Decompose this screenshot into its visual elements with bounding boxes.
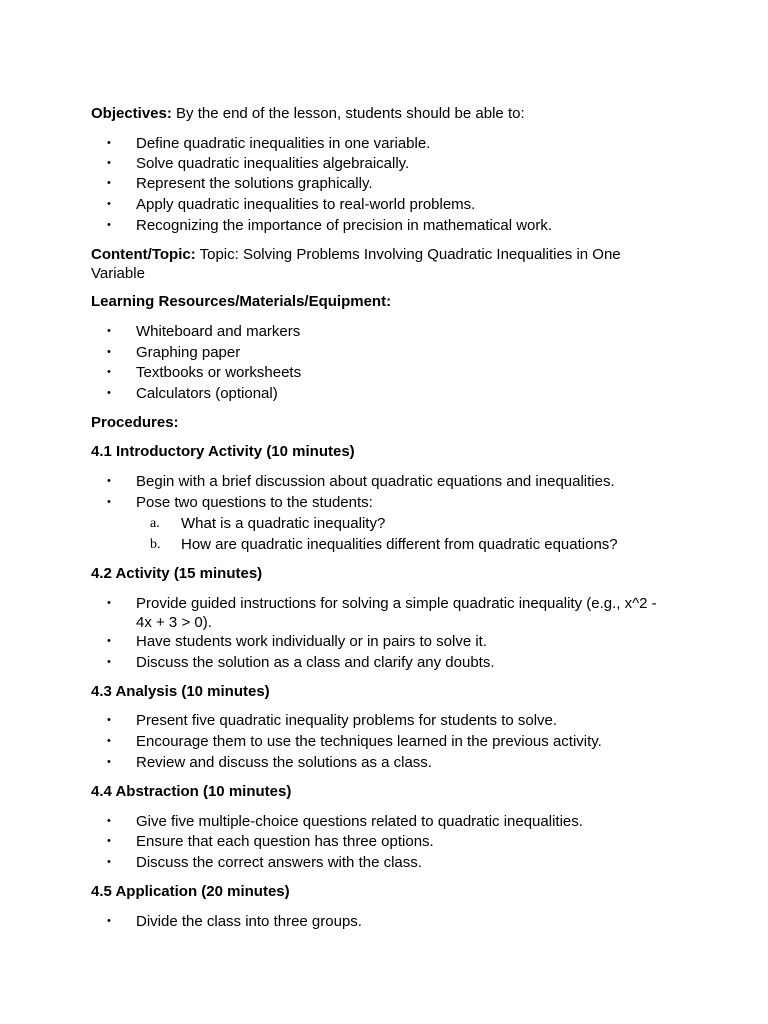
bullet-icon: • xyxy=(107,856,111,868)
section-heading: 4.5 Application (20 minutes) xyxy=(91,883,290,900)
bullet-icon: • xyxy=(107,387,111,399)
list-item-text: Whiteboard and markers xyxy=(136,323,301,340)
list-item-text: Discuss the solution as a class and clarify any doubts. xyxy=(136,654,495,671)
sub-list-item-text: How are quadratic inequalities different from quadratic equations? xyxy=(181,536,618,553)
bullet-icon: • xyxy=(107,325,111,337)
resources-heading: Learning Resources/Materials/Equipment: xyxy=(91,293,392,310)
list-item-text: Define quadratic inequalities in one variable. xyxy=(136,135,431,152)
list-item-text: Discuss the correct answers with the class. xyxy=(136,854,422,871)
objectives-paragraph xyxy=(91,104,671,123)
list-item-text: Calculators (optional) xyxy=(136,385,278,402)
bullet-icon: • xyxy=(107,475,111,487)
objectives-label: Objectives: xyxy=(91,105,172,122)
section-heading: 4.2 Activity (15 minutes) xyxy=(91,565,263,582)
bullet-icon: • xyxy=(107,346,111,358)
bullet-icon: • xyxy=(107,177,111,189)
content-topic-paragraph xyxy=(91,245,671,283)
bullet-icon: • xyxy=(107,137,111,149)
bullet-icon: • xyxy=(107,366,111,378)
bullet-icon: • xyxy=(107,756,111,768)
list-item-text: Give five multiple-choice questions related to quadratic inequalities. xyxy=(136,813,583,830)
bullet-icon: • xyxy=(107,915,111,927)
list-item-text: Represent the solutions graphically. xyxy=(136,175,373,192)
list-item-text: Provide guided instructions for solving a simple quadratic inequality (e.g., x^2 - 4x + 3 > 0). xyxy=(136,595,657,631)
list-item-text: Divide the class into three groups. xyxy=(136,913,362,930)
section-heading: 4.3 Analysis (10 minutes) xyxy=(91,683,270,700)
procedures-heading: Procedures: xyxy=(91,414,179,431)
sub-list-marker: b. xyxy=(150,537,161,552)
bullet-icon: • xyxy=(107,496,111,508)
sub-list-marker: a. xyxy=(150,516,160,531)
bullet-icon: • xyxy=(107,635,111,647)
list-item-text: Encourage them to use the techniques learned in the previous activity. xyxy=(136,733,602,750)
list-item-text: Recognizing the importance of precision in mathematical work. xyxy=(136,217,553,234)
list-item-text: Ensure that each question has three options. xyxy=(136,833,434,850)
list-item-text: Have students work individually or in pairs to solve it. xyxy=(136,633,487,650)
list-item-text: Textbooks or worksheets xyxy=(136,364,302,381)
bullet-icon: • xyxy=(107,597,111,609)
bullet-icon: • xyxy=(107,198,111,210)
section-heading: 4.4 Abstraction (10 minutes) xyxy=(91,783,292,800)
bullet-icon: • xyxy=(107,835,111,847)
list-item-text: Present five quadratic inequality problems for students to solve. xyxy=(136,712,558,729)
content-topic-label: Content/Topic: xyxy=(91,246,196,263)
bullet-icon: • xyxy=(107,157,111,169)
bullet-icon: • xyxy=(107,735,111,747)
list-item-text: Apply quadratic inequalities to real-world problems. xyxy=(136,196,476,213)
bullet-icon: • xyxy=(107,656,111,668)
bullet-icon: • xyxy=(107,815,111,827)
section-heading: 4.1 Introductory Activity (10 minutes) xyxy=(91,443,355,460)
sub-list-item-text: What is a quadratic inequality? xyxy=(181,515,386,532)
list-item-text: Graphing paper xyxy=(136,344,241,361)
bullet-icon: • xyxy=(107,219,111,231)
objectives-text: By the end of the lesson, students should be able to: xyxy=(171,105,525,122)
list-item-text: Review and discuss the solutions as a class. xyxy=(136,754,432,771)
list-item-text: Solve quadratic inequalities algebraically. xyxy=(136,155,410,172)
content-topic-text: Topic: Solving Problems Involving Quadratic Inequalities in One Variable xyxy=(91,246,621,282)
list-item-text: Pose two questions to the students: xyxy=(136,494,373,511)
bullet-icon: • xyxy=(107,714,111,726)
list-item-text: Begin with a brief discussion about quadratic equations and inequalities. xyxy=(136,473,615,490)
